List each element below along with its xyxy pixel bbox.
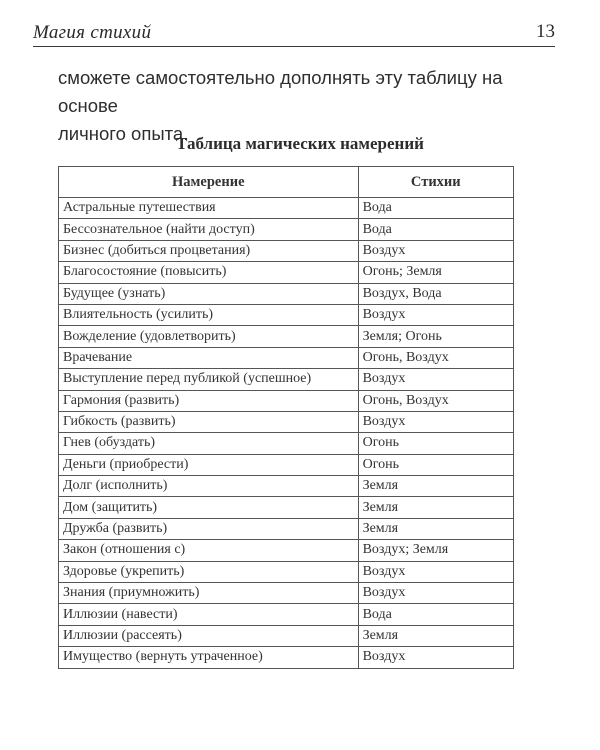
table-row — [59, 219, 514, 240]
intro-line: сможете самостоятельно дополнять эту таблицу на основе — [58, 67, 503, 116]
intention-cell: Бизнес (добиться процветания) — [59, 240, 359, 261]
table-row — [59, 347, 514, 368]
elements-cell: Воздух — [358, 240, 513, 261]
intention-cell: Вожделение (удовлетворить) — [59, 326, 359, 347]
table-row — [59, 369, 514, 390]
elements-cell: Земля; Огонь — [358, 326, 513, 347]
elements-cell: Воздух — [358, 369, 513, 390]
table-row — [59, 433, 514, 454]
intention-cell: Выступление перед публикой (успешное) — [59, 369, 359, 390]
elements-cell: Огонь, Воздух — [358, 390, 513, 411]
intentions-table — [58, 166, 514, 669]
table-row — [59, 561, 514, 582]
elements-cell: Земля — [358, 518, 513, 539]
elements-cell: Земля — [358, 497, 513, 518]
table-body — [59, 198, 514, 669]
elements-cell: Огонь — [358, 433, 513, 454]
intention-cell: Дом (защитить) — [59, 497, 359, 518]
column-header-intention: Намерение — [59, 167, 359, 198]
page-number: 13 — [536, 21, 555, 42]
intention-cell: Закон (отношения с) — [59, 540, 359, 561]
table-row — [59, 476, 514, 497]
elements-cell: Вода — [358, 198, 513, 219]
table-row — [59, 262, 514, 283]
table-row — [59, 240, 514, 261]
elements-cell: Воздух — [358, 561, 513, 582]
table-row — [59, 625, 514, 646]
running-title: Магия стихий — [33, 22, 152, 43]
table-row — [59, 326, 514, 347]
elements-cell: Земля — [358, 625, 513, 646]
elements-cell: Огонь, Воздух — [358, 347, 513, 368]
elements-cell: Огонь — [358, 454, 513, 475]
intention-cell: Врачевание — [59, 347, 359, 368]
intention-cell: Иллюзии (навести) — [59, 604, 359, 625]
table-row — [59, 454, 514, 475]
page-header — [33, 18, 555, 47]
intention-cell: Благосостояние (повысить) — [59, 262, 359, 283]
table-row — [59, 647, 514, 668]
intention-cell: Гармония (развить) — [59, 390, 359, 411]
table-header-row — [59, 167, 514, 198]
intention-cell: Долг (исполнить) — [59, 476, 359, 497]
intention-cell: Бессознательное (найти доступ) — [59, 219, 359, 240]
elements-cell: Воздух — [358, 583, 513, 604]
intention-cell: Дружба (развить) — [59, 518, 359, 539]
table-row — [59, 583, 514, 604]
intention-cell: Гнев (обуздать) — [59, 433, 359, 454]
elements-cell: Воздух; Земля — [358, 540, 513, 561]
table-row — [59, 283, 514, 304]
table-row — [59, 604, 514, 625]
elements-cell: Огонь; Земля — [358, 262, 513, 283]
elements-cell: Земля — [358, 476, 513, 497]
table-row — [59, 198, 514, 219]
table-row — [59, 304, 514, 325]
table-row — [59, 497, 514, 518]
intro-line: личного опыта. — [58, 123, 189, 144]
intention-cell: Гибкость (развить) — [59, 411, 359, 432]
elements-cell: Воздух, Вода — [358, 283, 513, 304]
intention-cell: Знания (приумножить) — [59, 583, 359, 604]
elements-cell: Воздух — [358, 411, 513, 432]
intention-cell: Иллюзии (рассеять) — [59, 625, 359, 646]
intention-cell: Деньги (приобрести) — [59, 454, 359, 475]
elements-cell: Воздух — [358, 304, 513, 325]
table-row — [59, 540, 514, 561]
intention-cell: Здоровье (укрепить) — [59, 561, 359, 582]
elements-cell: Вода — [358, 219, 513, 240]
table-title: Таблица магических намерений — [176, 134, 424, 153]
elements-cell: Вода — [358, 604, 513, 625]
intention-cell: Имущество (вернуть утраченное) — [59, 647, 359, 668]
column-header-elements: Стихии — [358, 167, 513, 198]
intention-cell: Астральные путешествия — [59, 198, 359, 219]
table-row — [59, 518, 514, 539]
table-row — [59, 411, 514, 432]
intention-cell: Влиятельность (усилить) — [59, 304, 359, 325]
elements-cell: Воздух — [358, 647, 513, 668]
intention-cell: Будущее (узнать) — [59, 283, 359, 304]
table-row — [59, 390, 514, 411]
